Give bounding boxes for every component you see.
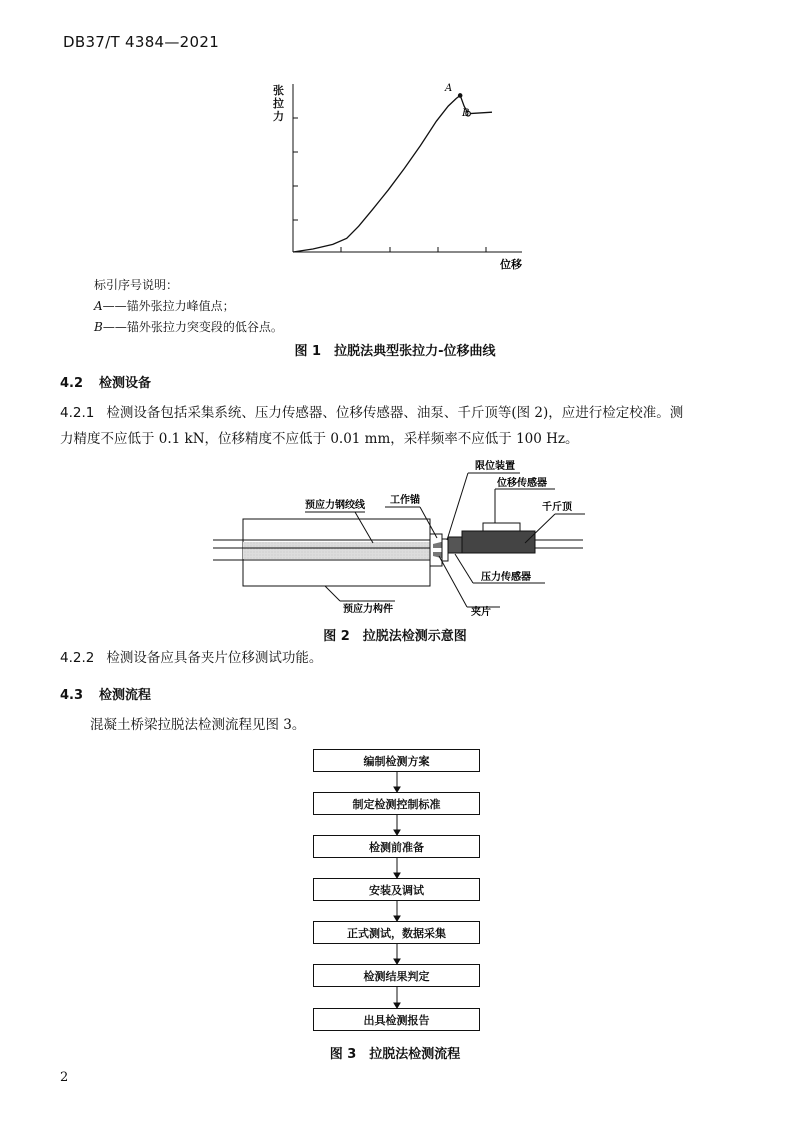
label-pressure-sensor: 压力传感器 xyxy=(481,572,531,583)
document-code: DB37/T 4384—2021 xyxy=(63,33,220,51)
flow-step: 制定检测控制标准 xyxy=(313,792,480,815)
legend-a-key: A xyxy=(94,299,103,313)
y-ticks xyxy=(293,118,298,220)
y-axis-label: 张拉力 xyxy=(273,84,284,123)
section-4-2-title: 检测设备 xyxy=(99,376,152,391)
point-a-label: A xyxy=(445,83,453,94)
pressure-sensor xyxy=(448,537,462,553)
legend-a-text: ——锚外张拉力峰值点； xyxy=(102,299,235,313)
flow-step: 编制检测方案 xyxy=(313,749,480,772)
label-jack: 千斤顶 xyxy=(542,502,572,513)
section-4-2-number: 4.2 xyxy=(60,376,84,391)
figure2-caption: 图 2 拉脱法检测示意图 xyxy=(323,629,467,644)
point-b-label: B xyxy=(462,108,470,119)
paragraph-4-2-2-text: 检测设备应具备夹片位移测试功能。 xyxy=(106,650,323,666)
paragraph-4-2-2 xyxy=(60,645,322,671)
legend-b-text: ——锚外张拉力突变段的低谷点。 xyxy=(102,320,283,334)
flow-step: 检测前准备 xyxy=(313,835,480,858)
paragraph-4-2-2-number: 4.2.2 xyxy=(60,650,95,666)
legend-b-key: B xyxy=(94,320,103,334)
legend-a xyxy=(94,296,235,317)
section-4-2-heading xyxy=(60,372,151,391)
flow-step: 出具检测报告 xyxy=(313,1008,480,1031)
label-member: 预应力构件 xyxy=(343,604,393,615)
peak-point-a xyxy=(458,93,463,98)
section-4-3-title: 检测流程 xyxy=(99,688,152,703)
figure1-chart xyxy=(260,70,550,275)
label-strand: 预应力钢绞线 xyxy=(305,500,365,511)
figure1-caption: 图 1 拉脱法典型张拉力-位移曲线 xyxy=(294,344,496,359)
displacement-sensor xyxy=(483,523,520,531)
flow-step: 安装及调试 xyxy=(313,878,480,901)
label-clip: 夹片 xyxy=(471,607,491,618)
limiter-device xyxy=(442,539,448,561)
working-anchor xyxy=(430,534,442,566)
section-4-3-intro: 混凝土桥梁拉脱法检测流程见图 3。 xyxy=(90,717,306,733)
page-number: 2 xyxy=(60,1070,69,1085)
legend-title: 标引序号说明： xyxy=(94,278,179,292)
label-limiter: 限位装置 xyxy=(475,461,515,472)
section-4-3-number: 4.3 xyxy=(60,688,84,703)
paragraph-4-2-1-line1 xyxy=(60,400,683,426)
flow-step: 正式测试，数据采集 xyxy=(313,921,480,944)
x-ticks xyxy=(341,247,486,252)
jack xyxy=(462,531,535,553)
paragraph-4-2-1-number: 4.2.1 xyxy=(60,405,95,421)
x-axis-label: 位移 xyxy=(500,258,522,271)
paragraph-4-2-1-line2: 力精度不应低于 0.1 kN，位移精度不应低于 0.01 mm，采样频率不应低于 100 Hz。 xyxy=(60,431,579,447)
flow-arrows xyxy=(390,772,404,1012)
label-displacement-sensor: 位移传感器 xyxy=(497,478,547,489)
figure2-diagram xyxy=(205,455,595,620)
figure3-caption: 图 3 拉脱法检测流程 xyxy=(329,1047,461,1062)
section-4-3-heading xyxy=(60,684,151,703)
label-working-anchor: 工作锚 xyxy=(390,495,420,506)
flow-step: 检测结果判定 xyxy=(313,964,480,987)
strand-duct xyxy=(243,542,430,559)
paragraph-4-2-1-text1: 检测设备包括采集系统、压力传感器、位移传感器、油泵、千斤顶等(图 2)，应进行检定校准。测 xyxy=(106,405,684,421)
legend-b xyxy=(94,317,283,338)
